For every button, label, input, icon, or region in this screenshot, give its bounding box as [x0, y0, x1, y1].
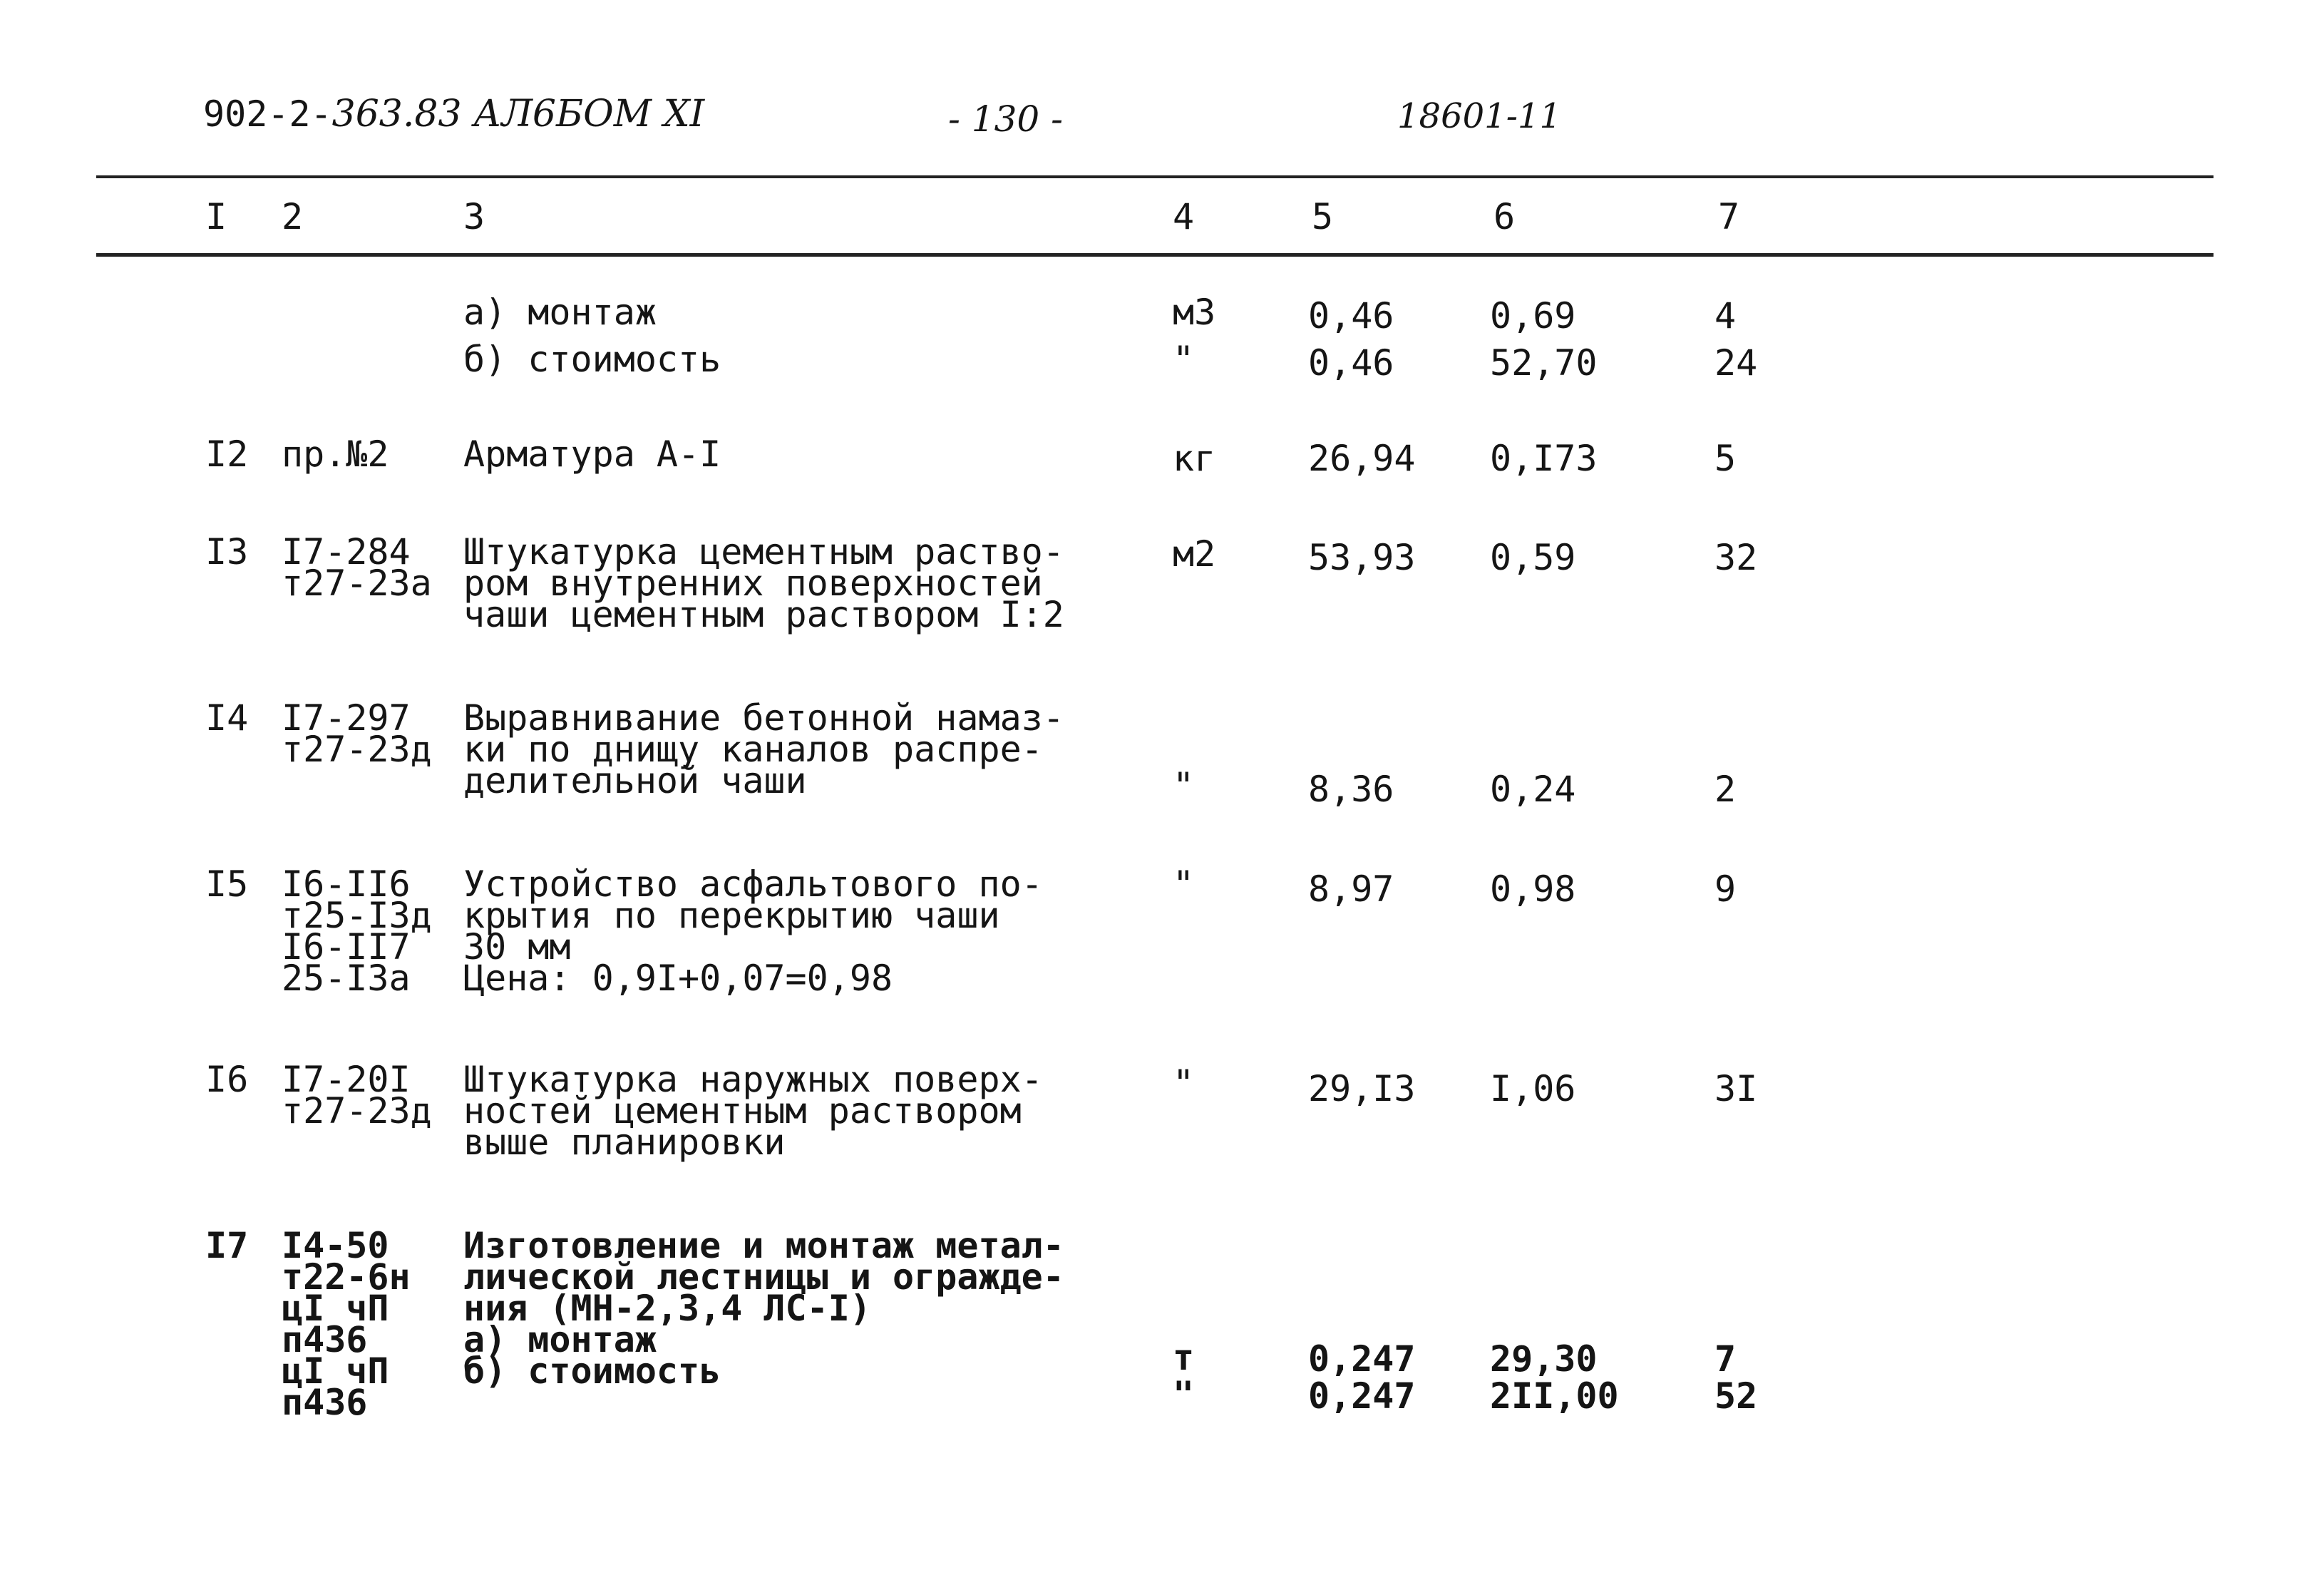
unit-of-measure [1173, 438, 1216, 479]
unit-of-measure [1173, 533, 1216, 575]
unit-of-measure-line: " [1173, 863, 1195, 905]
work-description-line: а) монтаж [463, 292, 657, 333]
total-cost-line: 7 [1714, 1338, 1737, 1380]
total-cost [1714, 537, 1758, 578]
unit-of-measure-line: м3 [1173, 292, 1216, 333]
unit-price-line: 29,30 [1490, 1338, 1598, 1380]
unit-price-line: 0,69 [1490, 295, 1576, 337]
work-description [463, 289, 721, 383]
norm-code-line: т25-I3д [282, 895, 432, 936]
work-description-line: Изготовление и монтаж метал- [463, 1225, 1064, 1266]
quantity-line: 0,247 [1308, 1338, 1416, 1380]
work-description-line: Цена: 0,9I+0,07=0,98 [463, 958, 893, 999]
unit-of-measure-line: " [1173, 1374, 1195, 1415]
work-description-line: Штукатурка цементным раство- [463, 531, 1064, 573]
unit-of-measure-line: кг [1173, 438, 1216, 479]
quantity-line: 29,I3 [1308, 1068, 1416, 1109]
norm-code-line: I7-297 [282, 697, 411, 739]
unit-price [1490, 438, 1598, 479]
total-cost-line: 32 [1714, 537, 1758, 578]
unit-of-measure-line: т [1173, 1337, 1195, 1378]
norm-code-line: I7-284 [282, 531, 411, 573]
unit-price [1490, 537, 1576, 578]
quantity [1308, 1068, 1416, 1109]
work-description [463, 1225, 1064, 1392]
work-description [463, 531, 1064, 635]
document-code-handwritten: 363.83 АЛ6БОМ XI [331, 93, 705, 135]
work-description [463, 1059, 1043, 1163]
norm-code [282, 863, 432, 999]
quantity [1308, 769, 1394, 810]
norm-code-line: I7-20I [282, 1059, 411, 1100]
page-number: - 130 - [948, 98, 1064, 140]
total-cost-line: 5 [1714, 438, 1737, 479]
column-header-3: 3 [463, 196, 485, 237]
quantity-line: 0,247 [1308, 1375, 1416, 1417]
norm-code-line: I6-II6 [282, 863, 411, 905]
norm-code-line: пр.№2 [282, 433, 389, 475]
total-cost-line: 24 [1714, 342, 1758, 384]
column-header-5: 5 [1312, 196, 1334, 237]
quantity [1308, 868, 1394, 910]
unit-price-line: 0,I73 [1490, 438, 1598, 479]
norm-code-line: п436 [282, 1382, 368, 1423]
column-header-1: I [205, 196, 227, 237]
quantity [1308, 438, 1416, 479]
norm-code-line: I6-II7 [282, 926, 411, 968]
unit-of-measure-line: " [1173, 339, 1195, 380]
column-header-7: 7 [1718, 196, 1740, 237]
work-description-line: выше планировки [463, 1122, 786, 1163]
unit-price [1490, 1068, 1576, 1109]
work-description-line: Арматура А-I [463, 433, 721, 475]
document-code [203, 93, 704, 135]
quantity-line: 8,36 [1308, 769, 1394, 810]
quantity [1308, 537, 1416, 578]
unit-price [1490, 1340, 1619, 1415]
total-cost [1714, 1340, 1757, 1415]
doc-number: 18601-11 [1397, 96, 1561, 136]
total-cost [1714, 292, 1757, 386]
norm-code [282, 433, 389, 475]
unit-price-line: 0,59 [1490, 537, 1576, 578]
norm-code [282, 531, 432, 604]
norm-code-line: цI чП [282, 1288, 389, 1329]
work-description-line: Выравнивание бетонной намаз- [463, 697, 1064, 739]
unit-price-line: I,06 [1490, 1068, 1576, 1109]
column-header-4: 4 [1173, 196, 1195, 237]
document-code-printed: 902-2- [203, 93, 332, 135]
unit-of-measure [1173, 1062, 1195, 1104]
unit-of-measure [1173, 1339, 1194, 1413]
norm-code-line: т22-6н [282, 1256, 411, 1298]
work-description-line: Штукатурка наружных поверх- [463, 1059, 1043, 1100]
work-description-line: 30 мм [463, 926, 571, 968]
norm-code [282, 1225, 411, 1423]
norm-code-line: т27-23д [282, 729, 432, 770]
quantity-line: 53,93 [1308, 537, 1416, 578]
total-cost-line: 3I [1714, 1068, 1758, 1109]
unit-of-measure-line: м2 [1173, 533, 1216, 575]
work-description-line: б) стоимость [463, 339, 721, 380]
unit-price-line: 52,70 [1490, 342, 1598, 384]
unit-price-line: 0,24 [1490, 769, 1576, 810]
unit-price-line: 0,98 [1490, 868, 1576, 910]
row-number: I5 [205, 863, 249, 905]
unit-price [1490, 769, 1576, 810]
norm-code-line: п436 [282, 1319, 368, 1360]
quantity-line: 0,46 [1308, 295, 1394, 337]
unit-price [1490, 868, 1576, 910]
total-cost-line: 4 [1714, 295, 1737, 337]
total-cost-line: 52 [1714, 1375, 1758, 1417]
norm-code [282, 1059, 432, 1132]
work-description-line: ром внутренних поверхностей [463, 563, 1043, 604]
work-description-line: делительной чаши [463, 760, 807, 801]
unit-price [1490, 292, 1598, 386]
work-description-line: чаши цементным раствором I:2 [463, 594, 1064, 635]
unit-of-measure [1173, 765, 1195, 806]
work-description-line: крытия по перекрытию чаши [463, 895, 1000, 936]
work-description-line: а) монтаж [463, 1319, 657, 1360]
norm-code-line: цI чП [282, 1350, 389, 1392]
work-description-line: ния (МН-2,3,4 ЛС-I) [463, 1288, 871, 1329]
row-number: I3 [205, 531, 249, 573]
total-cost [1714, 868, 1737, 910]
total-cost [1714, 769, 1737, 810]
work-description-line: лической лестницы и огражде- [463, 1256, 1064, 1298]
work-description-line: ки по днищу каналов распре- [463, 729, 1043, 770]
unit-of-measure [1173, 863, 1195, 905]
total-cost-line: 9 [1714, 868, 1737, 910]
quantity-line: 0,46 [1308, 342, 1394, 384]
total-cost [1714, 438, 1737, 479]
quantity [1308, 292, 1394, 386]
quantity-line: 26,94 [1308, 438, 1416, 479]
work-description-line: Устройство асфальтового по- [463, 863, 1043, 905]
work-description-line: б) стоимость [463, 1350, 721, 1392]
header-rule [96, 253, 2214, 257]
top-rule [96, 175, 2214, 178]
total-cost [1714, 1068, 1758, 1109]
unit-price-line: 2II,00 [1490, 1375, 1619, 1417]
work-description [463, 433, 721, 475]
quantity-line: 8,97 [1308, 868, 1394, 910]
unit-of-measure-line: " [1173, 765, 1195, 806]
work-description [463, 697, 1064, 801]
total-cost-line: 2 [1714, 769, 1737, 810]
row-number: I4 [205, 697, 249, 739]
norm-code [282, 697, 432, 770]
row-number: I7 [205, 1225, 249, 1266]
column-header-6: 6 [1493, 196, 1516, 237]
work-description-line: ностей цементным раствором [463, 1090, 1022, 1132]
work-description [463, 863, 1043, 999]
norm-code-line: т27-23а [282, 563, 432, 604]
quantity [1308, 1340, 1416, 1415]
column-header-2: 2 [282, 196, 304, 237]
row-number: I6 [205, 1059, 249, 1100]
norm-code-line: т27-23д [282, 1090, 432, 1132]
norm-code-line: 25-I3а [282, 958, 411, 999]
unit-of-measure-line: " [1173, 1062, 1195, 1104]
norm-code-line: I4-50 [282, 1225, 389, 1266]
unit-of-measure [1173, 289, 1215, 383]
row-number: I2 [205, 433, 249, 475]
